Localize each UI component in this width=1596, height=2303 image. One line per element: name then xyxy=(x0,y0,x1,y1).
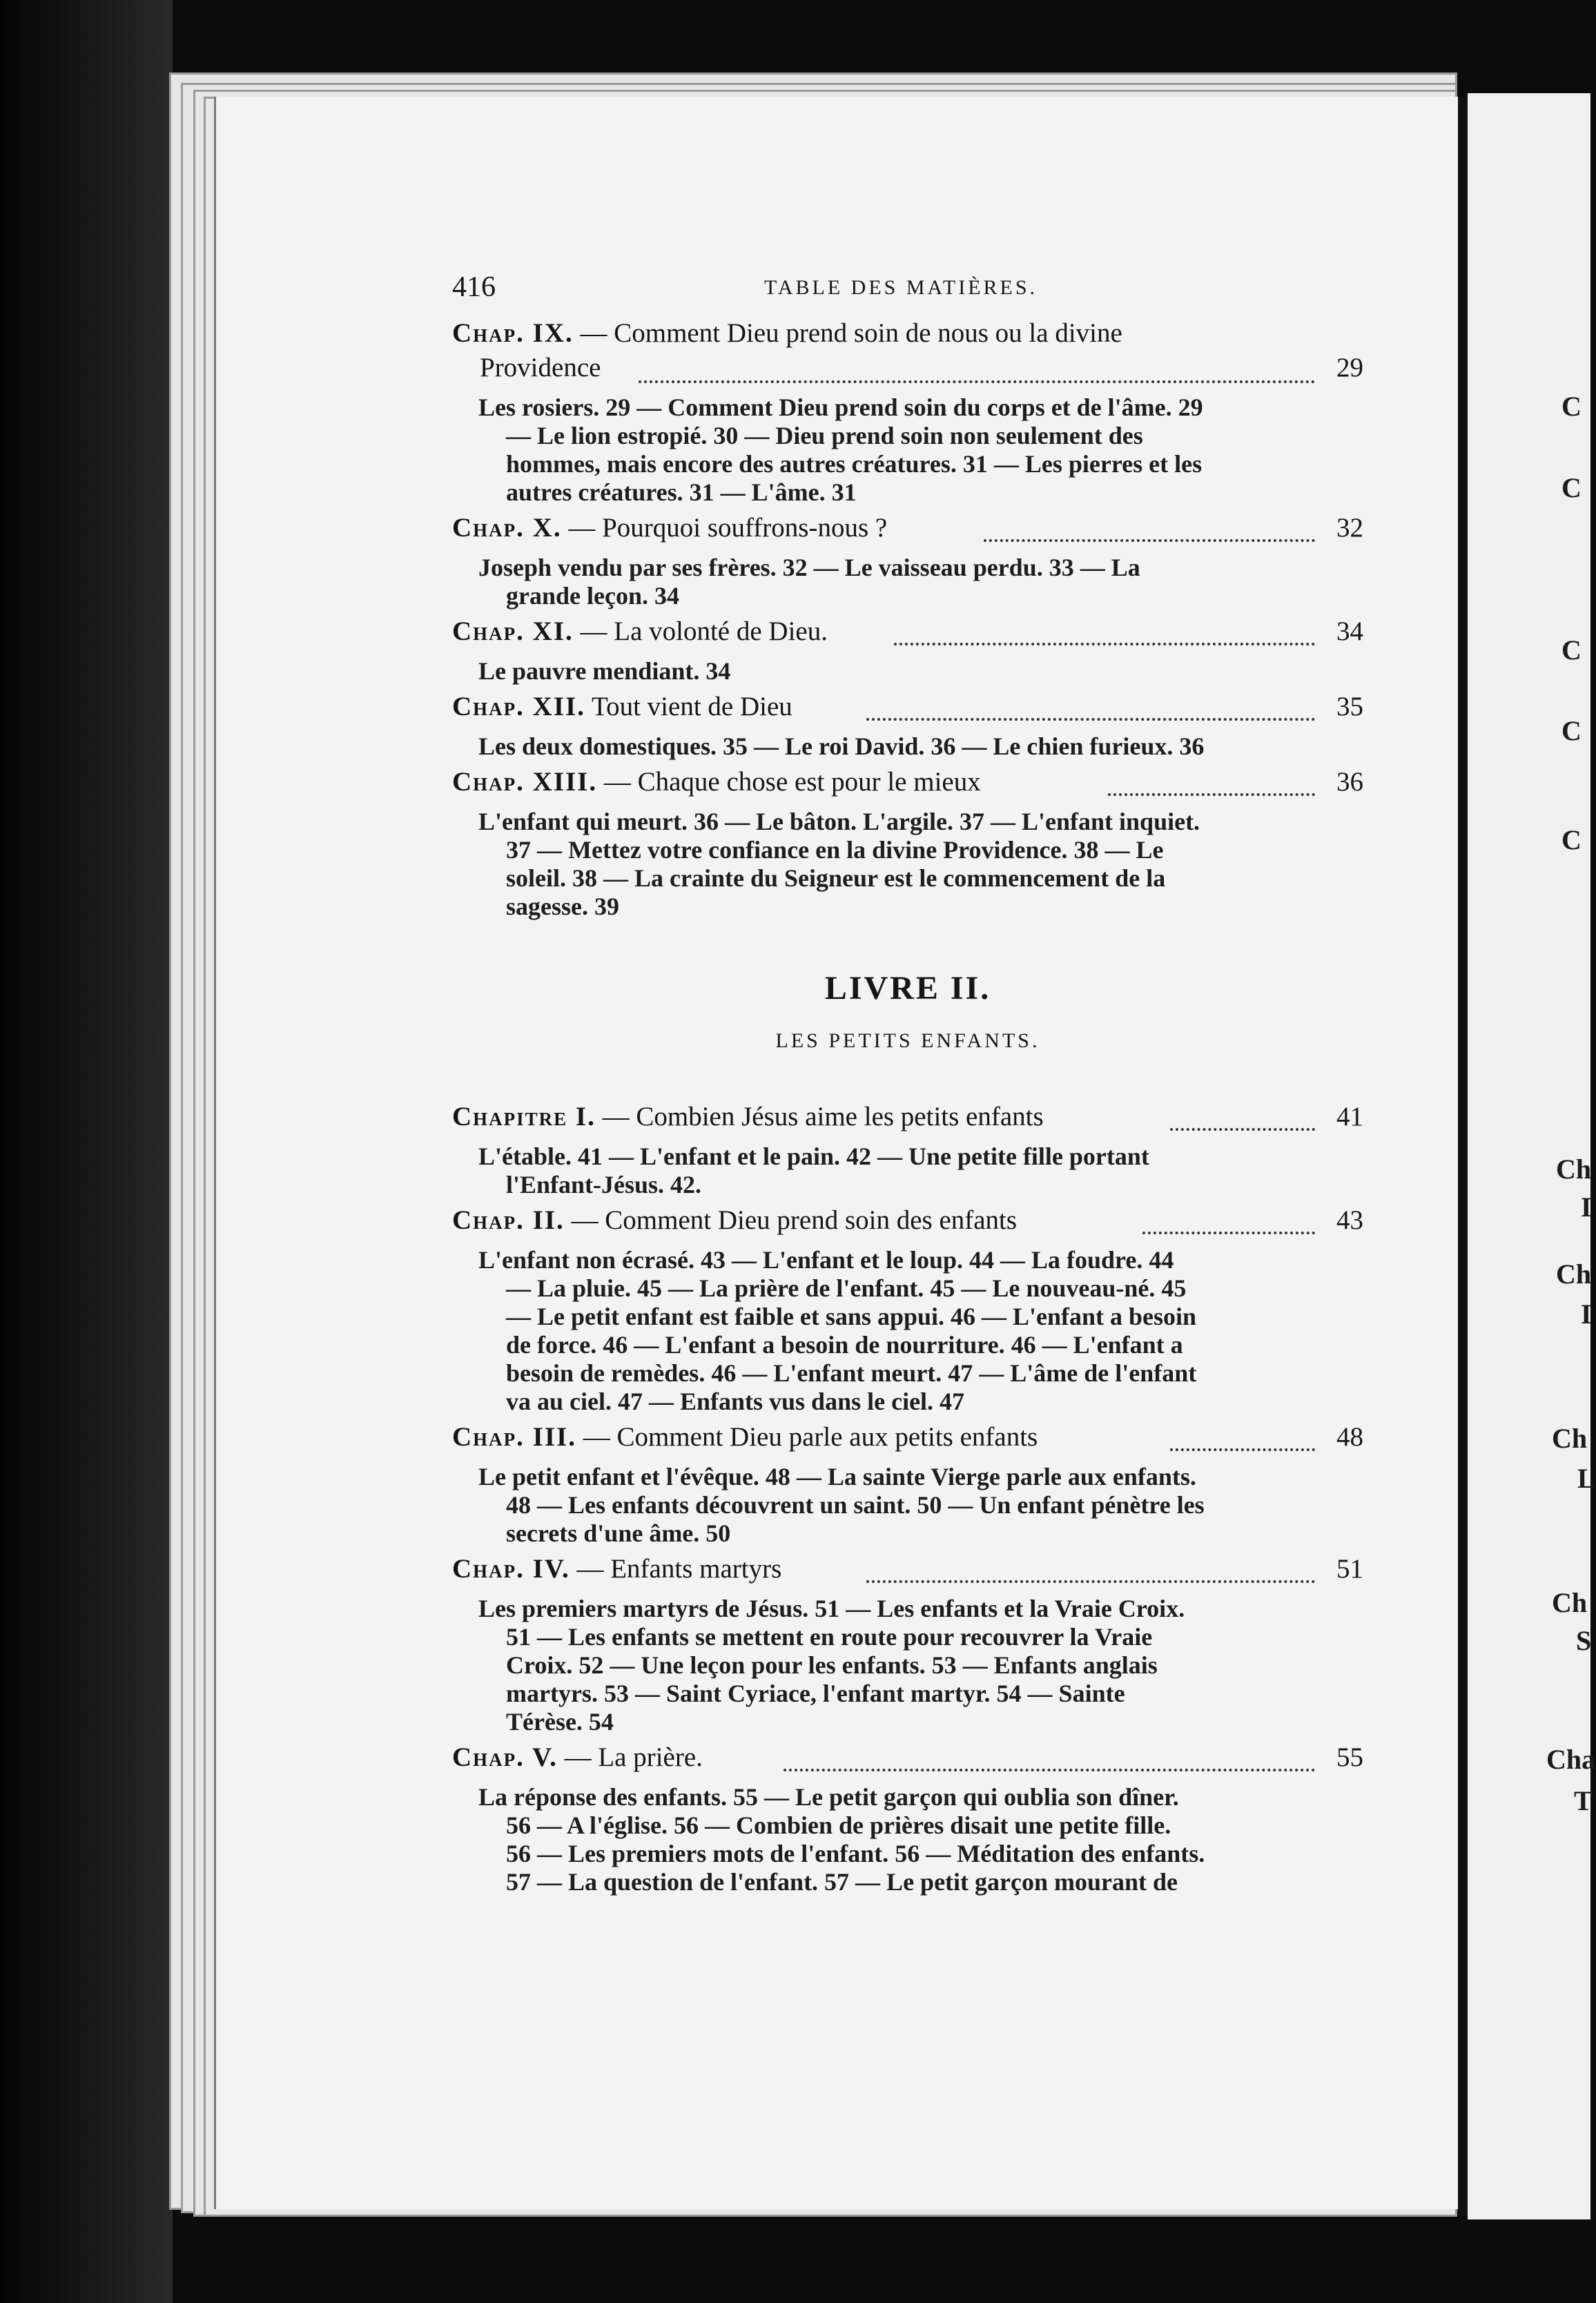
book-spine xyxy=(1458,97,1468,2216)
chapter-label: Chap. III. xyxy=(452,1422,576,1452)
summary-line: Joseph vendu par ses frères. 32 — Le vaisseau perdu. 33 — La xyxy=(478,554,1140,581)
summary-line: soleil. 38 — La crainte du Seigneur est le commencement de la xyxy=(506,864,1166,892)
chapter-summary xyxy=(452,1783,1363,1896)
chapter-title: — Comment Dieu prend soin de nous ou la divine xyxy=(580,318,1122,348)
chapter-summary xyxy=(452,808,1363,921)
chapter-summary xyxy=(452,657,1363,686)
chapter-title: — La volonté de Dieu. xyxy=(580,616,828,646)
summary-line: 56 — A l'église. 56 — Combien de prières disait une petite fille. xyxy=(506,1811,1171,1839)
summary-line: 37 — Mettez votre confiance en la divine Providence. 38 — Le xyxy=(506,836,1164,864)
dot-leader xyxy=(984,538,1315,542)
dot-leader xyxy=(866,717,1315,721)
facing-page-fragment: I xyxy=(1581,1299,1592,1330)
summary-line: — Le lion estropié. 30 — Dieu prend soin non seulement des xyxy=(506,422,1143,449)
chapter-summary xyxy=(452,732,1363,761)
toc-entry[interactable] xyxy=(452,1421,1363,1461)
summary-line: L'enfant non écrasé. 43 — L'enfant et le loup. 44 — La foudre. 44 xyxy=(478,1246,1174,1274)
facing-page-fragment: C xyxy=(1561,634,1582,665)
page-reference: 36 xyxy=(1336,767,1363,797)
dot-leader xyxy=(639,380,1315,383)
toc-entry[interactable] xyxy=(452,616,1363,656)
facing-page-fragment: Ch xyxy=(1552,1587,1588,1618)
dot-leader xyxy=(894,642,1315,645)
page-reference: 48 xyxy=(1336,1422,1363,1452)
summary-line: hommes, mais encore des autres créatures. 31 — Les pierres et les xyxy=(506,450,1203,478)
chapter-summary xyxy=(452,1595,1363,1736)
summary-line: 57 — La question de l'enfant. 57 — Le petit garçon mourant de xyxy=(506,1868,1178,1896)
page-reference: 55 xyxy=(1336,1742,1363,1772)
dot-leader xyxy=(1142,1231,1315,1234)
chapter-summary xyxy=(452,393,1363,507)
summary-line: Les premiers martyrs de Jésus. 51 — Les enfants et la Vraie Croix. xyxy=(478,1595,1185,1622)
dot-leader xyxy=(784,1768,1315,1771)
summary-line: sagesse. 39 xyxy=(506,893,619,920)
book-part-heading: LIVRE II. xyxy=(824,970,991,1007)
summary-line: martyrs. 53 — Saint Cyriace, l'enfant martyr. 54 — Sainte xyxy=(506,1680,1125,1707)
toc-entry[interactable] xyxy=(452,1205,1363,1245)
toc-entry[interactable] xyxy=(452,1553,1363,1593)
facing-page-fragment: C xyxy=(1561,824,1582,855)
summary-line: besoin de remèdes. 46 — L'enfant meurt. 47 — L'âme de l'enfant xyxy=(506,1359,1197,1387)
summary-line: L'étable. 41 — L'enfant et le pain. 42 — Une petite fille portant xyxy=(478,1143,1149,1170)
summary-line: Les deux domestiques. 35 — Le roi David. 36 — Le chien furieux. 36 xyxy=(478,732,1205,760)
chapter-label: Chap. XII. xyxy=(452,692,585,721)
page-number: 416 xyxy=(452,271,496,303)
toc-entry[interactable] xyxy=(452,512,1363,552)
table-of-contents xyxy=(452,318,1363,1902)
facing-page-fragment: I xyxy=(1581,1192,1592,1223)
chapter-summary xyxy=(452,1463,1363,1548)
summary-line: Les rosiers. 29 — Comment Dieu prend soin du corps et de l'âme. 29 xyxy=(478,393,1203,421)
running-title: TABLE DES MATIÈRES. xyxy=(763,276,1038,299)
chapter-label: Chap. IV. xyxy=(452,1554,570,1584)
summary-line: 56 — Les premiers mots de l'enfant. 56 — Méditation des enfants. xyxy=(506,1840,1205,1867)
chapter-label: Chapitre I. xyxy=(452,1102,596,1131)
page-reference: 51 xyxy=(1336,1554,1363,1584)
summary-line: Le petit enfant et l'évêque. 48 — La sainte Vierge parle aux enfants. xyxy=(478,1463,1196,1490)
facing-page-fragment: C xyxy=(1561,391,1582,422)
chapter-title: — La prière. xyxy=(564,1742,703,1772)
facing-page-fragment: T xyxy=(1574,1785,1593,1816)
summary-line: Le pauvre mendiant. 34 xyxy=(478,657,731,685)
dot-leader xyxy=(866,1580,1315,1583)
summary-line: de force. 46 — L'enfant a besoin de nourriture. 46 — L'enfant a xyxy=(506,1331,1183,1359)
facing-page-fragment: Cha xyxy=(1546,1744,1596,1775)
dot-leader xyxy=(1170,1127,1315,1131)
chapter-summary xyxy=(452,1143,1363,1199)
chapter-label: Chap. X. xyxy=(452,513,562,543)
facing-page-fragment: C xyxy=(1561,715,1582,746)
summary-line: La réponse des enfants. 55 — Le petit garçon qui oublia son dîner. xyxy=(478,1783,1179,1811)
chapter-label: Chap. XI. xyxy=(452,616,574,646)
chapter-label: Chap. XIII. xyxy=(452,767,598,797)
chapter-title: — Enfants martyrs xyxy=(576,1554,782,1584)
facing-page-fragment: S xyxy=(1576,1625,1592,1656)
dot-leader xyxy=(1108,793,1315,796)
facing-page-fragment: C xyxy=(1561,472,1582,503)
summary-line: 48 — Les enfants découvrent un saint. 50 — Un enfant pénètre les xyxy=(506,1491,1205,1519)
summary-line: Croix. 52 — Une leçon pour les enfants. 53 — Enfants anglais xyxy=(506,1651,1158,1679)
chapter-title: — Comment Dieu prend soin des enfants xyxy=(571,1205,1018,1235)
book-part-subtitle: LES PETITS ENFANTS. xyxy=(775,1029,1040,1052)
toc-entry[interactable] xyxy=(452,318,1363,392)
summary-line: autres créatures. 31 — L'âme. 31 xyxy=(506,478,857,506)
summary-line: l'Enfant-Jésus. 42. xyxy=(506,1171,702,1198)
facing-page-fragment: Ch xyxy=(1556,1154,1592,1185)
chapter-label: Chap. II. xyxy=(452,1205,565,1235)
page-reference: 35 xyxy=(1336,692,1363,721)
facing-page-fragment: L xyxy=(1577,1463,1596,1494)
chapter-title: — Chaque chose est pour le mieux xyxy=(603,767,981,797)
summary-line: — La pluie. 45 — La prière de l'enfant. 45 — Le nouveau-né. 45 xyxy=(506,1274,1187,1302)
toc-entry[interactable] xyxy=(452,691,1363,731)
scan-shadow xyxy=(0,0,173,2303)
chapter-title-continued: Providence xyxy=(480,353,601,382)
chapter-title: — Comment Dieu parle aux petits enfants xyxy=(583,1422,1038,1452)
page-reference: 34 xyxy=(1336,616,1363,646)
chapter-summary xyxy=(452,1246,1363,1416)
summary-line: grande leçon. 34 xyxy=(506,582,679,610)
summary-line: Térèse. 54 xyxy=(506,1708,614,1736)
chapter-title: — Pourquoi souffrons-nous ? xyxy=(568,513,888,543)
toc-entry[interactable] xyxy=(452,1101,1363,1141)
toc-entry[interactable] xyxy=(452,766,1363,806)
page-reference: 43 xyxy=(1336,1205,1363,1235)
chapter-summary xyxy=(452,554,1363,610)
summary-line: L'enfant qui meurt. 36 — Le bâton. L'argile. 37 — L'enfant inquiet. xyxy=(478,808,1200,835)
facing-page-fragment: Ch xyxy=(1552,1423,1588,1454)
chapter-title: — Combien Jésus aime les petits enfants xyxy=(602,1102,1044,1131)
chapter-label: Chap. IX. xyxy=(452,318,574,348)
summary-line: — Le petit enfant est faible et sans appui. 46 — L'enfant a besoin xyxy=(506,1303,1197,1330)
summary-line: secrets d'une âme. 50 xyxy=(506,1519,731,1547)
page-reference: 29 xyxy=(1336,353,1363,382)
page-reference: 32 xyxy=(1336,513,1363,543)
toc-entry[interactable] xyxy=(452,1742,1363,1782)
summary-line: 51 — Les enfants se mettent en route pour recouvrer la Vraie xyxy=(506,1623,1153,1651)
page-reference: 41 xyxy=(1336,1102,1363,1131)
chapter-label: Chap. V. xyxy=(452,1742,558,1772)
chapter-title: Tout vient de Dieu xyxy=(591,692,792,721)
summary-line: va au ciel. 47 — Enfants vus dans le ciel. 47 xyxy=(506,1388,965,1415)
dot-leader xyxy=(1170,1448,1315,1451)
facing-page-fragment: Ch xyxy=(1556,1259,1592,1290)
running-header xyxy=(452,271,1363,305)
